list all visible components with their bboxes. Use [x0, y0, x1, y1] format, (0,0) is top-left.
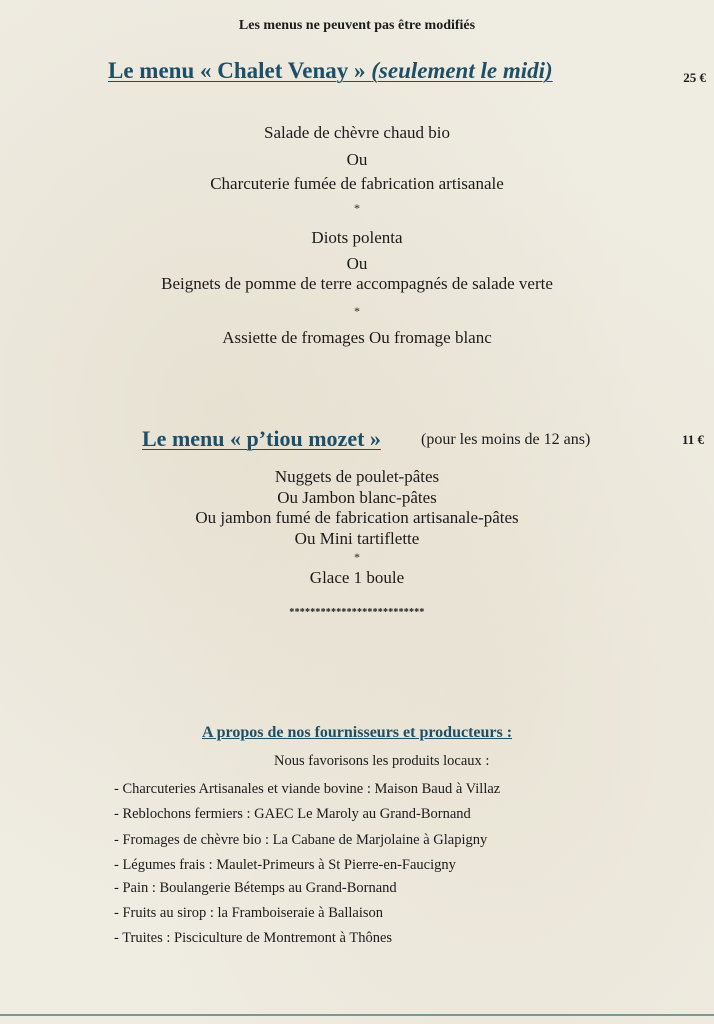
- bottom-divider: [0, 1014, 714, 1016]
- menu1-line: Assiette de fromages Ou fromage blanc: [222, 328, 492, 347]
- menu1-separator-star: *: [354, 304, 360, 318]
- menu1-line: Salade de chèvre chaud bio: [264, 123, 450, 142]
- menu-note: Les menus ne peuvent pas être modifiés: [238, 18, 476, 33]
- menu2-line: Glace 1 boule: [309, 568, 405, 587]
- menu1-separator-star: *: [354, 201, 360, 215]
- menu2-price: 11 €: [681, 432, 704, 447]
- menu2-note: (pour les moins de 12 ans): [421, 431, 591, 448]
- menu1-subtitle: (seulement le midi): [371, 58, 553, 83]
- suppliers-intro: Nous favorisons les produits locaux :: [274, 753, 490, 769]
- menu2-title: Le menu « p’tiou mozet »: [142, 426, 381, 451]
- supplier-item: - Charcuteries Artisanales et viande bovine : Maison Baud à Villaz: [114, 781, 501, 797]
- menu1-line: Beignets de pomme de terre accompagnés de salade verte: [161, 274, 553, 293]
- supplier-item: - Pain : Boulangerie Bétemps au Grand-Bornand: [114, 880, 397, 896]
- supplier-item: - Reblochons fermiers : GAEC Le Maroly au Grand-Bornand: [114, 806, 471, 822]
- menu1-price: 25 €: [683, 70, 706, 85]
- menu2-line: Ou Jambon blanc-pâtes: [277, 488, 437, 507]
- supplier-item: - Fromages de chèvre bio : La Cabane de Marjolaine à Glapigny: [114, 832, 488, 848]
- suppliers-heading: A propos de nos fournisseurs et producteurs :: [201, 724, 513, 741]
- supplier-item: - Légumes frais : Maulet-Primeurs à St Pierre-en-Faucigny: [114, 857, 456, 873]
- menu1-title: [108, 58, 553, 84]
- menu1-line: Charcuterie fumée de fabrication artisanale: [210, 174, 504, 193]
- menu2-separator-star: *: [354, 550, 360, 564]
- section-separator: **************************: [289, 607, 425, 618]
- menu1-title-text: Le menu « Chalet Venay »: [108, 58, 366, 83]
- menu1-line: Diots polenta: [311, 228, 403, 247]
- menu2-line: Nuggets de poulet-pâtes: [274, 467, 440, 486]
- supplier-item: - Truites : Pisciculture de Montremont à Thônes: [114, 930, 393, 946]
- menu2-line: Ou jambon fumé de fabrication artisanale-pâtes: [195, 508, 519, 527]
- menu1-line: Ou: [346, 254, 368, 273]
- menu1-line: Ou: [346, 150, 368, 169]
- menu2-line: Ou Mini tartiflette: [294, 529, 420, 548]
- supplier-item: - Fruits au sirop : la Framboiseraie à Ballaison: [114, 905, 384, 921]
